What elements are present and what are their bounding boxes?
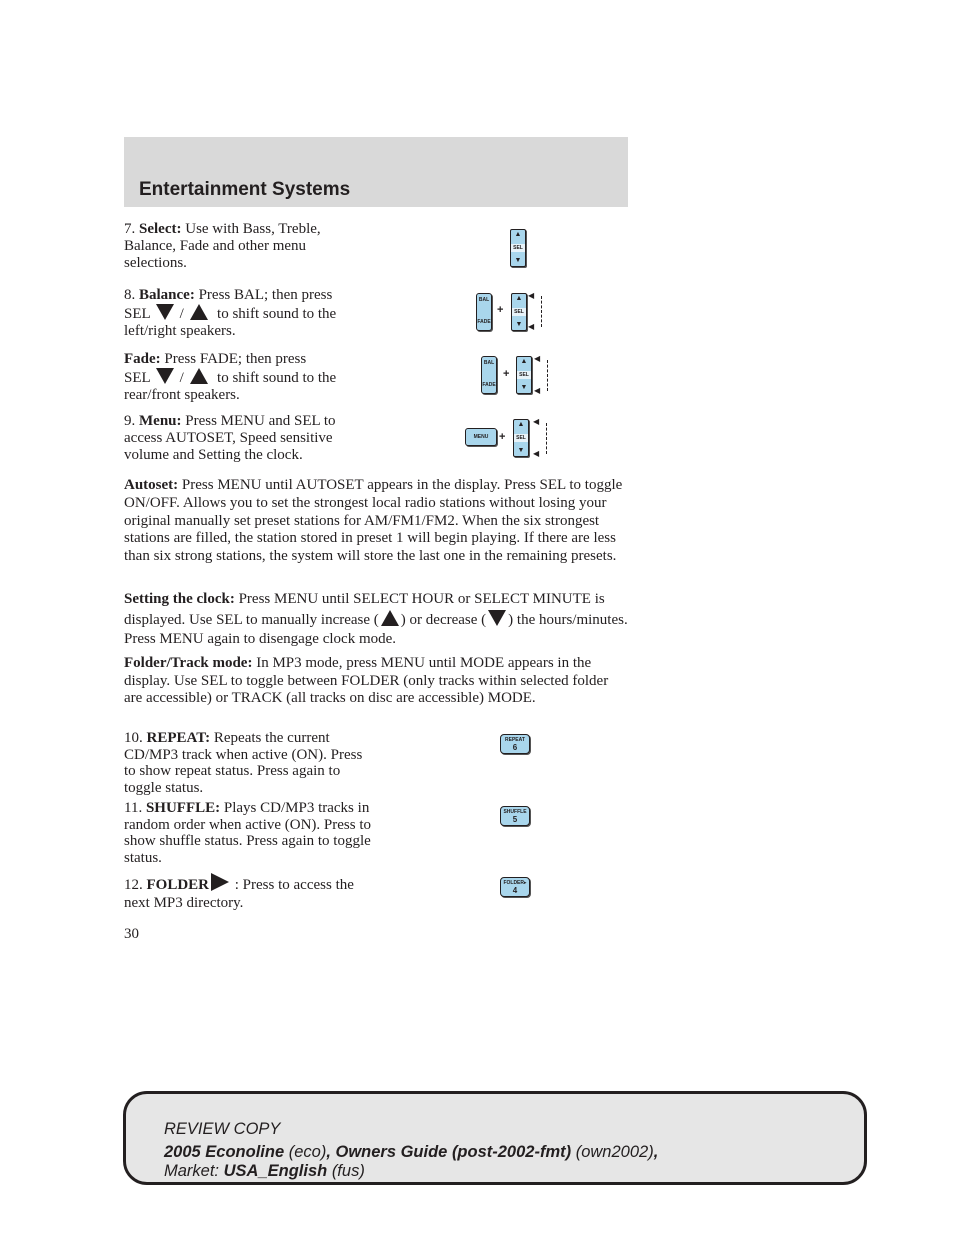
left-arrow-icon: ◀ [534, 354, 541, 363]
repeat-button [500, 734, 530, 754]
model-name: 2005 Econoline [164, 1143, 285, 1161]
description: : Press to access the next MP3 directory. [124, 877, 354, 911]
sel-button [510, 229, 526, 267]
market-code: (fus) [331, 1162, 365, 1180]
description: Press BAL; then press [198, 287, 333, 303]
description: rear/front speakers. [124, 387, 240, 403]
sel-label: SEL [512, 308, 526, 316]
term: Select: [139, 221, 182, 237]
market-info [164, 1162, 365, 1181]
description: Use with Bass, Treble, Balance, Fade and other menu selections. [124, 221, 321, 271]
right-triangle-icon [211, 873, 229, 891]
term: SHUFFLE: [145, 800, 221, 816]
description: to shift sound to the [217, 306, 337, 322]
description: Press MENU until AUTOSET appears in the display. Press SEL to toggle ON/OFF. Allows you to set the strongest local radio stations without losing your original manually set preset stations for AM/FM1/FM2. When the six strongest stations are filled, the station stored in preset 1 will begin playing. If there are less than six strong stations, the system will store the last one in the remaining presets. [124, 477, 623, 565]
up-triangle-icon [190, 368, 208, 384]
description: to shift sound to the [217, 370, 337, 386]
menu-button: MENU [465, 428, 497, 446]
sel-button [511, 293, 527, 331]
separator: / [179, 370, 184, 386]
up-arrow-icon: ▲ [515, 295, 523, 302]
term: REPEAT: [146, 730, 211, 746]
item-number: 10. [124, 730, 143, 746]
market-value: USA_English [223, 1162, 328, 1180]
up-arrow-icon: ▲ [517, 421, 525, 428]
left-arrow-icon: ◀ [533, 417, 540, 426]
autoset-paragraph [124, 477, 628, 566]
down-arrow-icon: ▼ [520, 384, 528, 391]
description: ) or decrease ( [400, 611, 487, 628]
description: ) the hours/minutes. Press MENU again to disengage clock mode. [124, 611, 628, 647]
review-copy-label: REVIEW COPY [164, 1120, 281, 1138]
folder-track-paragraph [124, 655, 628, 708]
select-paragraph [124, 221, 364, 272]
repeat-label: REPEAT [505, 737, 525, 743]
term: Menu: [139, 413, 182, 429]
description: Plays CD/MP3 tracks in random order when active (ON). Press to show shuffle status. Press again to toggle status. [124, 800, 372, 866]
sel-button [516, 356, 532, 394]
fade-label: FADE [477, 319, 491, 325]
shuffle-button [500, 806, 530, 826]
description: Press FADE; then press [164, 351, 307, 367]
shuffle-label: SHUFFLE [503, 809, 527, 815]
balance-paragraph [124, 287, 374, 340]
left-arrow-icon: ◀ [528, 291, 535, 300]
repeat-paragraph [124, 730, 369, 796]
review-copy-footer [123, 1091, 867, 1185]
folder-paragraph [124, 873, 374, 912]
document-info [164, 1143, 658, 1162]
separator: / [179, 306, 184, 322]
up-triangle-icon [381, 610, 399, 626]
up-triangle-icon [190, 304, 208, 320]
fade-label: FADE [482, 382, 496, 388]
up-arrow-icon: ▲ [514, 231, 522, 238]
left-arrow-icon: ◀ [533, 449, 540, 458]
down-arrow-icon: ▼ [517, 447, 525, 454]
clock-paragraph [124, 590, 628, 650]
folder-button [500, 877, 530, 897]
preset-number: 6 [512, 743, 518, 752]
description: left/right speakers. [124, 323, 236, 339]
item-number: 11. [124, 800, 143, 816]
guide-name: , Owners Guide (post-2002-fmt) [326, 1143, 572, 1161]
page-number: 30 [124, 926, 139, 942]
fade-paragraph [124, 351, 374, 404]
down-arrow-icon: ▼ [515, 321, 523, 328]
preset-number: 5 [512, 815, 518, 824]
term: Autoset: [124, 477, 179, 493]
description: Press MENU and SEL to access AUTOSET, Speed sensitive volume and Setting the clock. [124, 413, 336, 463]
bal-fade-button [476, 293, 492, 331]
term: Folder/Track mode: [124, 655, 253, 671]
item-number: 7. [124, 221, 136, 237]
up-arrow-icon: ▲ [520, 358, 528, 365]
guide-code: (own2002) [575, 1143, 654, 1161]
description: In MP3 mode, press MENU until MODE appears in the display. Use SEL to toggle between FOLDER (only tracks within selected folder are accessible) or TRACK (all tracks on disc are accessible) MODE. [124, 655, 609, 706]
sel-label: SEL [514, 434, 528, 442]
down-triangle-icon [156, 368, 174, 384]
description: Repeats the current CD/MP3 track when active (ON). Press to show repeat status. Press again to toggle status. [124, 730, 363, 796]
term: Fade: [124, 351, 161, 367]
sel-button [513, 419, 529, 457]
sel-label: SEL [517, 371, 531, 379]
plus-sign: + [503, 368, 510, 380]
term: Setting the clock: [124, 591, 235, 607]
description: Press MENU until SELECT HOUR or SELECT MINUTE is displayed. Use SEL to manually increase ( [124, 591, 605, 628]
menu-paragraph [124, 413, 369, 464]
item-number: 12. [124, 877, 143, 893]
separator: , [653, 1143, 659, 1161]
sel-label: SEL [511, 244, 525, 252]
bal-fade-button [481, 356, 497, 394]
description: SEL [124, 370, 151, 386]
cycle-indicator [546, 360, 548, 391]
section-title: Entertainment Systems [139, 179, 351, 200]
model-code: (eco) [288, 1143, 327, 1161]
left-arrow-icon: ◀ [534, 386, 541, 395]
down-arrow-icon: ▼ [514, 257, 522, 264]
down-triangle-icon [488, 610, 506, 626]
term: FOLDER [146, 877, 210, 893]
section-header [124, 137, 628, 207]
cycle-indicator [545, 423, 547, 454]
folder-label: FOLDER▸ [503, 880, 527, 886]
shuffle-paragraph [124, 800, 374, 866]
market-label: Market: [164, 1162, 220, 1180]
bal-label: BAL [483, 360, 495, 366]
term: Balance: [139, 287, 195, 303]
description: SEL [124, 306, 151, 322]
item-number: 8. [124, 287, 136, 303]
left-arrow-icon: ◀ [528, 322, 535, 331]
plus-sign: + [497, 304, 504, 316]
plus-sign: + [499, 431, 506, 443]
bal-label: BAL [478, 297, 490, 303]
item-number: 9. [124, 413, 136, 429]
cycle-indicator [540, 296, 542, 327]
preset-number: 4 [512, 886, 518, 895]
down-triangle-icon [156, 304, 174, 320]
